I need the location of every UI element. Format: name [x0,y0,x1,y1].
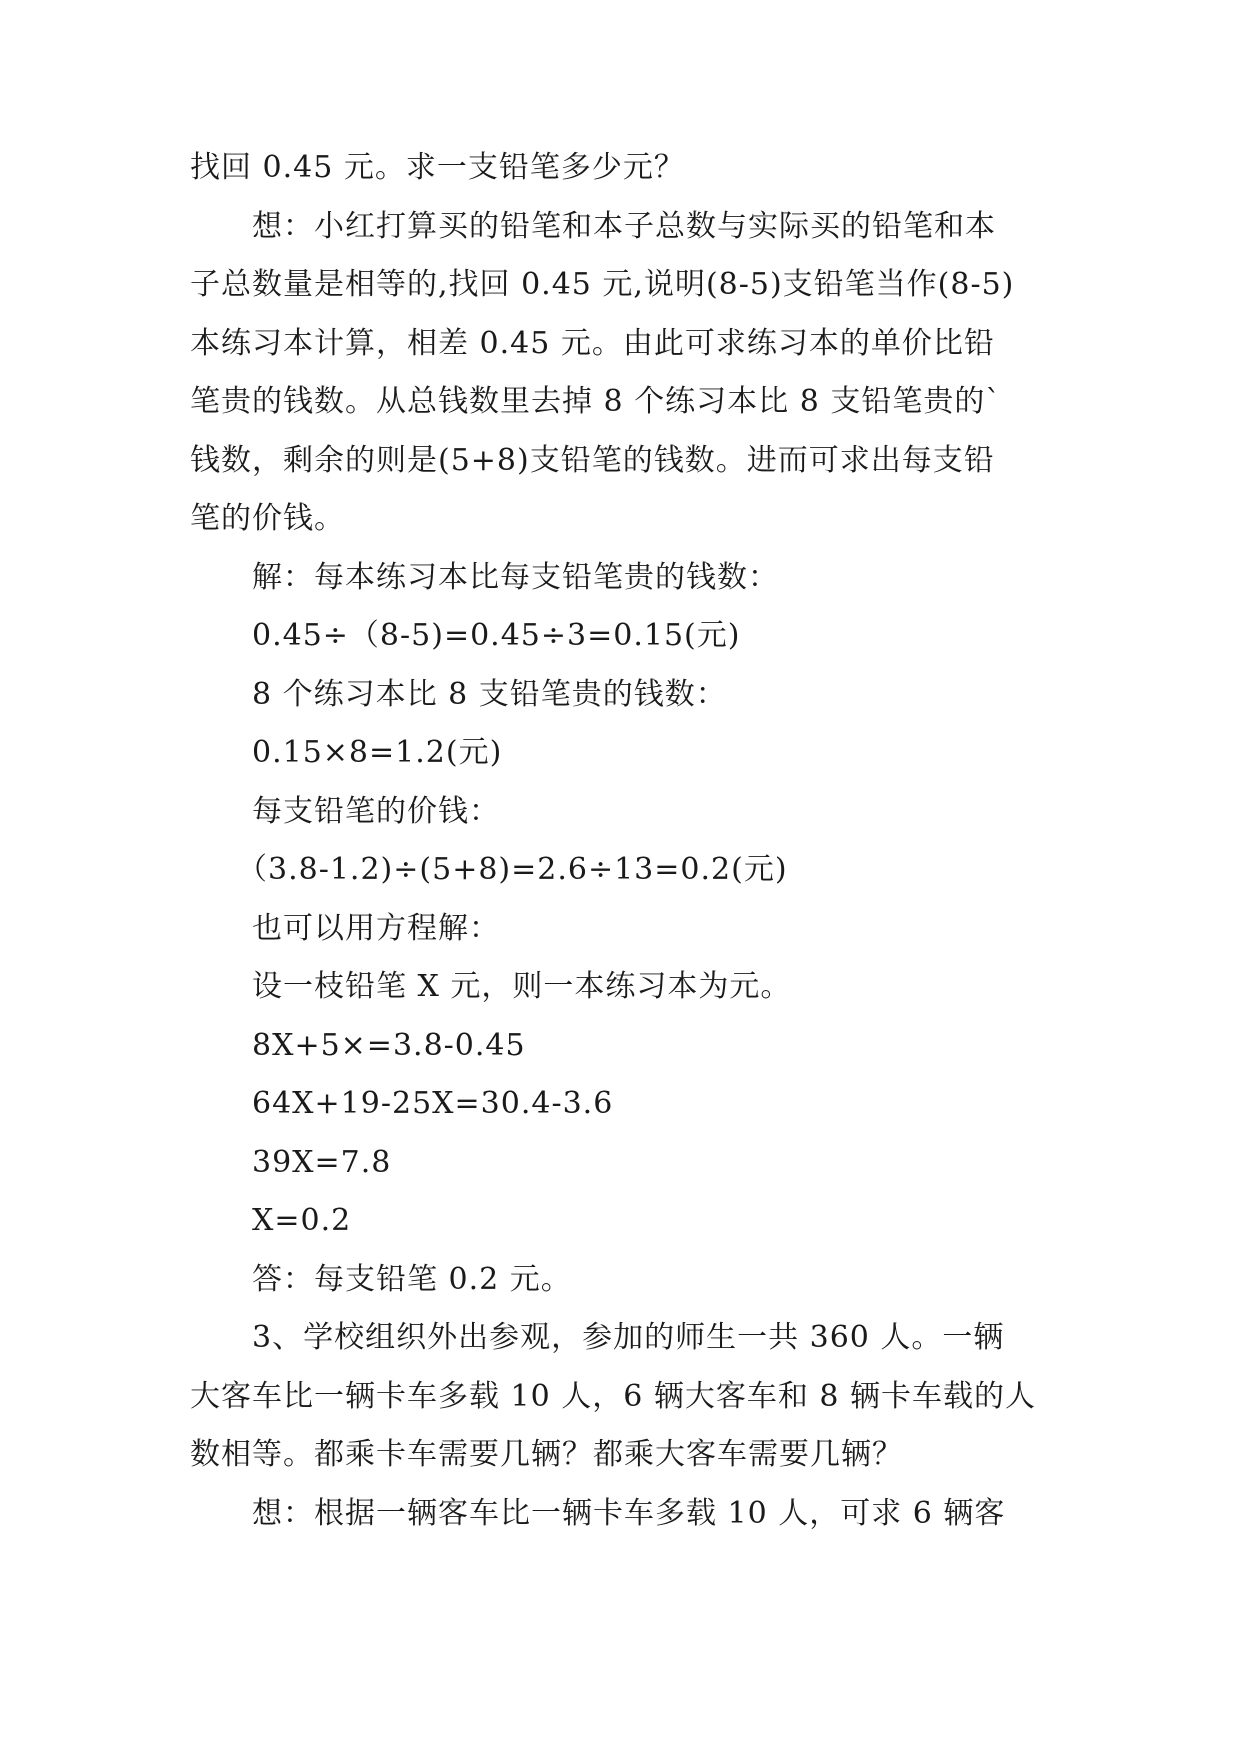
text-line: 笔的价钱。 [190,501,345,536]
text-line: 答：每支铅笔 0.2 元。 [190,1262,572,1297]
text-line: X=0.2 [190,1203,352,1238]
text-line: 本练习本计算，相差 0.45 元。由此可求练习本的单价比铅 [190,326,995,361]
text-line: 3、学校组织外出参观，参加的师生一共 360 人。一辆 [190,1320,1005,1355]
text-line: 子总数量是相等的,找回 0.45 元,说明(8-5)支铅笔当作(8-5) [190,267,1015,302]
text-line: 39X=7.8 [190,1145,392,1180]
text-line: 每支铅笔的价钱： [190,794,500,829]
text-line: 8X+5×=3.8-0.45 [190,1028,526,1063]
text-line: 8 个练习本比 8 支铅笔贵的钱数： [190,677,727,712]
text-line: （3.8-1.2)÷(5+8)=2.6÷13=0.2(元) [190,852,788,887]
text-line: 数相等。都乘卡车需要几辆？都乘大客车需要几辆？ [190,1437,903,1472]
text-line: 解：每本练习本比每支铅笔贵的钱数： [190,560,779,595]
text-line: 0.45÷（8-5)=0.45÷3=0.15(元) [190,618,741,653]
text-line: 也可以用方程解： [190,911,500,946]
text-line: 想：根据一辆客车比一辆卡车多载 10 人，可求 6 辆客 [190,1496,1006,1531]
text-line: 钱数，剩余的则是(5+8)支铅笔的钱数。进而可求出每支铅 [190,443,995,478]
text-line: 设一枝铅笔 X 元，则一本练习本为元。 [190,969,792,1004]
text-line: 想：小红打算买的铅笔和本子总数与实际买的铅笔和本 [190,209,996,244]
text-line: 64X+19-25X=30.4-3.6 [190,1086,614,1121]
text-line: 0.15×8=1.2(元) [190,735,503,770]
text-line: 大客车比一辆卡车多载 10 人，6 辆大客车和 8 辆卡车载的人 [190,1379,1037,1414]
text-line: 找回 0.45 元。求一支铅笔多少元？ [190,150,685,185]
text-line: 笔贵的钱数。从总钱数里去掉 8 个练习本比 8 支铅笔贵的` [190,384,1002,419]
